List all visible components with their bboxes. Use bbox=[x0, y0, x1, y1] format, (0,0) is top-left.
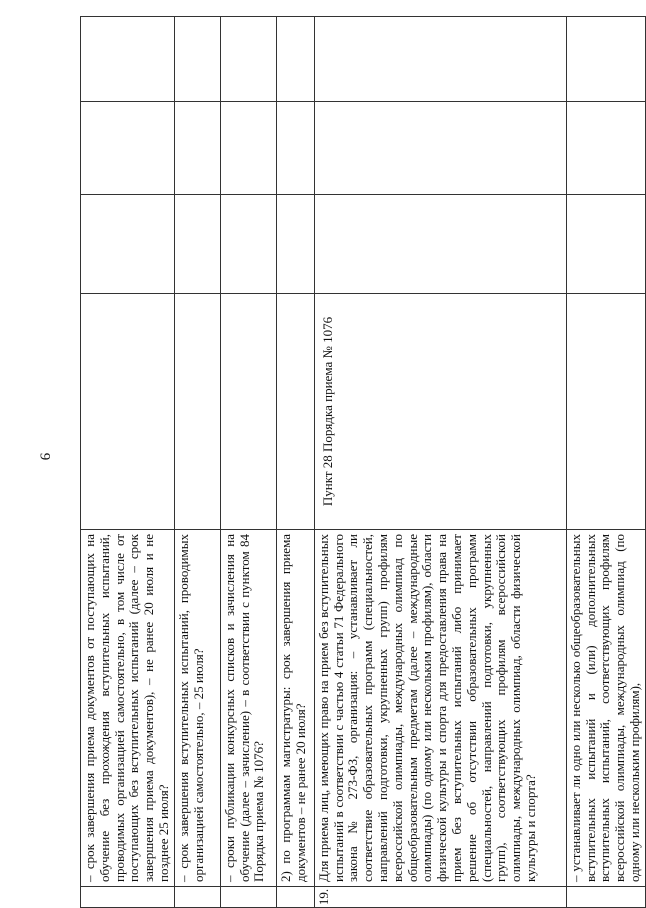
reference-cell: Пункт 28 Порядка приема № 1076 bbox=[314, 294, 566, 530]
empty-cell bbox=[220, 195, 276, 294]
requirement-text: – сроки публикации конкурсных списков и зачисления на обучение (далее – зачисление) – в соответствии с пунктом 84 Порядка приема № 1076? bbox=[220, 530, 276, 887]
empty-cell bbox=[174, 17, 220, 102]
empty-cell bbox=[314, 17, 566, 102]
empty-cell bbox=[81, 195, 175, 294]
empty-cell bbox=[174, 102, 220, 195]
empty-cell bbox=[314, 195, 566, 294]
page-number: 9 bbox=[36, 452, 53, 461]
requirement-text: – устанавливает ли одно или несколько общеобразовательных вступительных испытаний и (или) дополнительных вступительных испытаний, соответствующих профилям всероссийской олимпиады, международных олимпиад (по одному или нескольким профилям), bbox=[566, 530, 645, 887]
reference-cell bbox=[220, 294, 276, 530]
empty-cell bbox=[276, 195, 314, 294]
table-row bbox=[314, 17, 566, 908]
reference-cell bbox=[566, 294, 645, 530]
reference-cell bbox=[276, 294, 314, 530]
row-number bbox=[81, 887, 175, 908]
reference-cell bbox=[81, 294, 175, 530]
requirement-text: Для приема лиц, имеющих право на прием без вступительных испытаний в соответствии с частью 4 статьи 71 Федерального закона № 273-ФЗ, организация: – устанавливает ли соответствие образовательных программ (специальностей, направлений подготовки, укрупненных групп) профилям всероссийской олимпиады, международных олимпиад по общеобразовательным предметам (далее – международные олимпиады) (по одному или нескольким профилям), области физической культуры и спорта для предоставления права на прием без вступительных испытаний либо принимает решение об отсутствии образовательных программ (специальностей, направлений подготовки, укрупненных групп), соответствующих профилям всероссийской олимпиады, международных олимпиад, области физической культуры и спорта? bbox=[314, 530, 566, 887]
row-number: 19. bbox=[314, 887, 566, 908]
table-row bbox=[276, 17, 314, 908]
table-row bbox=[220, 17, 276, 908]
empty-cell bbox=[174, 195, 220, 294]
empty-cell bbox=[220, 17, 276, 102]
row-number bbox=[174, 887, 220, 908]
row-number bbox=[220, 887, 276, 908]
empty-cell bbox=[314, 102, 566, 195]
empty-cell bbox=[81, 17, 175, 102]
requirement-text: – срок завершения вступительных испытаний, проводимых организацией самостоятельно, – 25 июля? bbox=[174, 530, 220, 887]
empty-cell bbox=[81, 102, 175, 195]
table-row bbox=[174, 17, 220, 908]
table-row bbox=[566, 17, 645, 908]
empty-cell bbox=[220, 102, 276, 195]
requirement-text: – срок завершения приема документов от поступающих на обучение без прохождения вступительных испытаний, проводимых организацией самостоятельно, в том числе от поступающих без вступительных испытаний (далее – срок завершения приема документов), – не ранее 20 июля и не позднее 25 июля? bbox=[81, 530, 175, 887]
requirements-table bbox=[80, 16, 646, 908]
requirement-text: 2) по программам магистратуры: срок завершения приема документов – не ранее 20 июля? bbox=[276, 530, 314, 887]
document-sheet bbox=[80, 65, 640, 908]
empty-cell bbox=[276, 17, 314, 102]
empty-cell bbox=[276, 102, 314, 195]
empty-cell bbox=[566, 102, 645, 195]
row-number bbox=[566, 887, 645, 908]
row-number bbox=[276, 887, 314, 908]
empty-cell bbox=[566, 17, 645, 102]
reference-cell bbox=[174, 294, 220, 530]
empty-cell bbox=[566, 195, 645, 294]
table-row bbox=[81, 17, 175, 908]
